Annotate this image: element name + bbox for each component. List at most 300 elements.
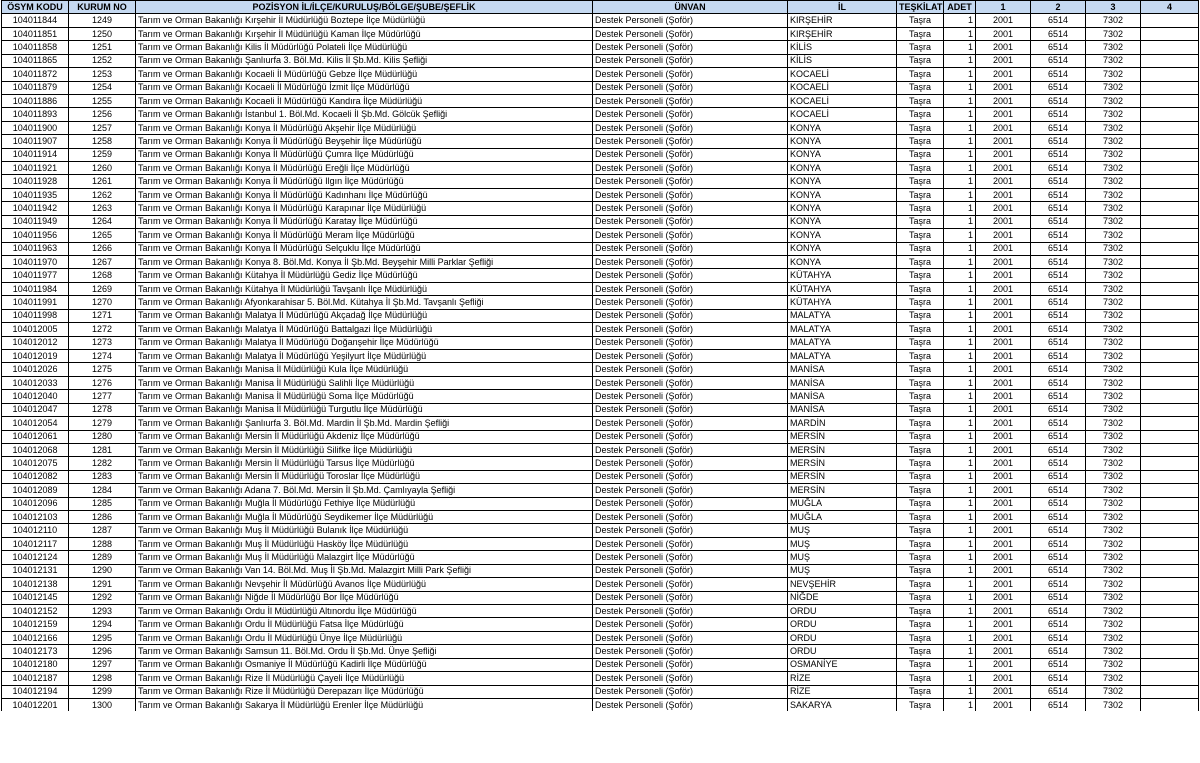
unvan-cell: Destek Personeli (Şoför) xyxy=(593,54,788,67)
col-2-cell: 6514 xyxy=(1031,242,1086,255)
col-4-cell xyxy=(1141,175,1199,188)
col-2-cell: 6514 xyxy=(1031,470,1086,483)
table-row xyxy=(2,363,1199,376)
table-row xyxy=(2,645,1199,658)
teskilat-cell: Taşra xyxy=(897,108,944,121)
col-2-cell: 6514 xyxy=(1031,162,1086,175)
col-1-cell: 2001 xyxy=(976,631,1031,644)
col-3-cell: 7302 xyxy=(1086,162,1141,175)
pozisyon-cell: Tarım ve Orman Bakanlığı Konya İl Müdürlüğü Beyşehir İlçe Müdürlüğü xyxy=(136,135,593,148)
pozisyon-cell: Tarım ve Orman Bakanlığı Muğla İl Müdürlüğü Seydikemer İlçe Müdürlüğü xyxy=(136,511,593,524)
col-4-cell xyxy=(1141,537,1199,550)
col-1-cell: 2001 xyxy=(976,94,1031,107)
osym-kodu-cell: 104011991 xyxy=(2,296,69,309)
pozisyon-cell: Tarım ve Orman Bakanlığı Mersin İl Müdürlüğü Tarsus İlçe Müdürlüğü xyxy=(136,457,593,470)
kurum-no-cell: 1269 xyxy=(69,282,136,295)
osym-kodu-cell: 104011851 xyxy=(2,27,69,40)
il-cell: KONYA xyxy=(788,202,897,215)
col-3-cell: 7302 xyxy=(1086,323,1141,336)
adet-cell: 1 xyxy=(944,618,976,631)
col-4-cell xyxy=(1141,698,1199,711)
col-3-cell: 7302 xyxy=(1086,578,1141,591)
teskilat-cell: Taşra xyxy=(897,81,944,94)
col-3-cell: 7302 xyxy=(1086,672,1141,685)
adet-cell: 1 xyxy=(944,645,976,658)
col-1-cell: 2001 xyxy=(976,54,1031,67)
kurum-no-cell: 1274 xyxy=(69,349,136,362)
kurum-no-cell: 1267 xyxy=(69,256,136,269)
col-3-cell: 7302 xyxy=(1086,81,1141,94)
col-1-cell: 2001 xyxy=(976,121,1031,134)
col-1-cell: 2001 xyxy=(976,215,1031,228)
col-4-cell xyxy=(1141,578,1199,591)
kurum-no-cell: 1290 xyxy=(69,564,136,577)
col-1-cell: 2001 xyxy=(976,672,1031,685)
kurum-no-cell: 1276 xyxy=(69,376,136,389)
osym-kodu-cell: 104012110 xyxy=(2,524,69,537)
pozisyon-cell: Tarım ve Orman Bakanlığı Konya İl Müdürlüğü Karatay İlçe Müdürlüğü xyxy=(136,215,593,228)
teskilat-cell: Taşra xyxy=(897,188,944,201)
col-2-cell: 6514 xyxy=(1031,430,1086,443)
osym-kodu-cell: 104011977 xyxy=(2,269,69,282)
il-cell: NEVŞEHİR xyxy=(788,578,897,591)
adet-cell: 1 xyxy=(944,484,976,497)
kurum-no-cell: 1271 xyxy=(69,309,136,322)
osym-kodu-cell: 104011942 xyxy=(2,202,69,215)
osym-kodu-cell: 104011893 xyxy=(2,108,69,121)
osym-kodu-cell: 104011879 xyxy=(2,81,69,94)
teskilat-cell: Taşra xyxy=(897,202,944,215)
table-row xyxy=(2,443,1199,456)
col-4-cell xyxy=(1141,162,1199,175)
table-row xyxy=(2,349,1199,362)
col-2-cell: 6514 xyxy=(1031,68,1086,81)
pozisyon-cell: Tarım ve Orman Bakanlığı Malatya İl Müdürlüğü Doğanşehir İlçe Müdürlüğü xyxy=(136,336,593,349)
col-4-cell xyxy=(1141,497,1199,510)
table-row xyxy=(2,564,1199,577)
col-4-cell xyxy=(1141,658,1199,671)
col-1-cell: 2001 xyxy=(976,175,1031,188)
col-1-cell: 2001 xyxy=(976,309,1031,322)
kurum-no-cell: 1298 xyxy=(69,672,136,685)
header-col-4: 4 xyxy=(1141,1,1199,14)
col-3-cell: 7302 xyxy=(1086,417,1141,430)
col-3-cell: 7302 xyxy=(1086,430,1141,443)
pozisyon-cell: Tarım ve Orman Bakanlığı Konya İl Müdürlüğü Meram İlçe Müdürlüğü xyxy=(136,229,593,242)
osym-kodu-cell: 104011914 xyxy=(2,148,69,161)
col-1-cell: 2001 xyxy=(976,578,1031,591)
teskilat-cell: Taşra xyxy=(897,497,944,510)
col-4-cell xyxy=(1141,41,1199,54)
osym-kodu-cell: 104011998 xyxy=(2,309,69,322)
teskilat-cell: Taşra xyxy=(897,363,944,376)
pozisyon-cell: Tarım ve Orman Bakanlığı Niğde İl Müdürlüğü Bor İlçe Müdürlüğü xyxy=(136,591,593,604)
col-2-cell: 6514 xyxy=(1031,282,1086,295)
osym-kodu-cell: 104012089 xyxy=(2,484,69,497)
col-3-cell: 7302 xyxy=(1086,551,1141,564)
col-1-cell: 2001 xyxy=(976,148,1031,161)
col-1-cell: 2001 xyxy=(976,564,1031,577)
teskilat-cell: Taşra xyxy=(897,54,944,67)
col-1-cell: 2001 xyxy=(976,390,1031,403)
pozisyon-cell: Tarım ve Orman Bakanlığı İstanbul 1. Böl.Md. Kocaeli İl Şb.Md. Gölcük Şefliği xyxy=(136,108,593,121)
pozisyon-cell: Tarım ve Orman Bakanlığı Manisa İl Müdürlüğü Turgutlu İlçe Müdürlüğü xyxy=(136,403,593,416)
adet-cell: 1 xyxy=(944,497,976,510)
teskilat-cell: Taşra xyxy=(897,470,944,483)
adet-cell: 1 xyxy=(944,537,976,550)
teskilat-cell: Taşra xyxy=(897,578,944,591)
adet-cell: 1 xyxy=(944,94,976,107)
col-2-cell: 6514 xyxy=(1031,349,1086,362)
header-col-1: 1 xyxy=(976,1,1031,14)
pozisyon-cell: Tarım ve Orman Bakanlığı Kocaeli İl Müdürlüğü Kandıra İlçe Müdürlüğü xyxy=(136,94,593,107)
col-1-cell: 2001 xyxy=(976,551,1031,564)
col-3-cell: 7302 xyxy=(1086,564,1141,577)
osym-kodu-cell: 104012187 xyxy=(2,672,69,685)
osym-kodu-cell: 104012068 xyxy=(2,443,69,456)
adet-cell: 1 xyxy=(944,403,976,416)
teskilat-cell: Taşra xyxy=(897,537,944,550)
teskilat-cell: Taşra xyxy=(897,604,944,617)
col-2-cell: 6514 xyxy=(1031,269,1086,282)
adet-cell: 1 xyxy=(944,296,976,309)
il-cell: KONYA xyxy=(788,229,897,242)
kurum-no-cell: 1272 xyxy=(69,323,136,336)
osym-kodu-cell: 104012152 xyxy=(2,604,69,617)
col-2-cell: 6514 xyxy=(1031,604,1086,617)
teskilat-cell: Taşra xyxy=(897,645,944,658)
pozisyon-cell: Tarım ve Orman Bakanlığı Konya İl Müdürlüğü Ilgın İlçe Müdürlüğü xyxy=(136,175,593,188)
col-3-cell: 7302 xyxy=(1086,470,1141,483)
table-row xyxy=(2,188,1199,201)
col-4-cell xyxy=(1141,417,1199,430)
unvan-cell: Destek Personeli (Şoför) xyxy=(593,443,788,456)
col-4-cell xyxy=(1141,672,1199,685)
pozisyon-cell: Tarım ve Orman Bakanlığı Rize İl Müdürlüğü Çayeli İlçe Müdürlüğü xyxy=(136,672,593,685)
table-row xyxy=(2,242,1199,255)
col-2-cell: 6514 xyxy=(1031,685,1086,698)
adet-cell: 1 xyxy=(944,68,976,81)
adet-cell: 1 xyxy=(944,121,976,134)
pozisyon-cell: Tarım ve Orman Bakanlığı Manisa İl Müdürlüğü Soma İlçe Müdürlüğü xyxy=(136,390,593,403)
osym-kodu-cell: 104011858 xyxy=(2,41,69,54)
table-row xyxy=(2,403,1199,416)
kurum-no-cell: 1297 xyxy=(69,658,136,671)
adet-cell: 1 xyxy=(944,376,976,389)
col-3-cell: 7302 xyxy=(1086,309,1141,322)
unvan-cell: Destek Personeli (Şoför) xyxy=(593,202,788,215)
col-2-cell: 6514 xyxy=(1031,188,1086,201)
osym-kodu-cell: 104012194 xyxy=(2,685,69,698)
header-osym-kodu: ÖSYM KODU xyxy=(2,1,69,14)
kurum-no-cell: 1259 xyxy=(69,148,136,161)
il-cell: MUŞ xyxy=(788,537,897,550)
col-2-cell: 6514 xyxy=(1031,14,1086,27)
il-cell: ORDU xyxy=(788,631,897,644)
col-1-cell: 2001 xyxy=(976,68,1031,81)
osym-kodu-cell: 104012166 xyxy=(2,631,69,644)
col-4-cell xyxy=(1141,269,1199,282)
col-4-cell xyxy=(1141,564,1199,577)
col-4-cell xyxy=(1141,524,1199,537)
col-2-cell: 6514 xyxy=(1031,148,1086,161)
unvan-cell: Destek Personeli (Şoför) xyxy=(593,564,788,577)
kurum-no-cell: 1282 xyxy=(69,457,136,470)
il-cell: KİLİS xyxy=(788,41,897,54)
il-cell: KONYA xyxy=(788,162,897,175)
osym-kodu-cell: 104011928 xyxy=(2,175,69,188)
col-1-cell: 2001 xyxy=(976,256,1031,269)
teskilat-cell: Taşra xyxy=(897,551,944,564)
kurum-no-cell: 1268 xyxy=(69,269,136,282)
col-4-cell xyxy=(1141,403,1199,416)
col-4-cell xyxy=(1141,309,1199,322)
col-3-cell: 7302 xyxy=(1086,242,1141,255)
il-cell: ORDU xyxy=(788,618,897,631)
table-row xyxy=(2,604,1199,617)
table-row xyxy=(2,68,1199,81)
unvan-cell: Destek Personeli (Şoför) xyxy=(593,175,788,188)
col-1-cell: 2001 xyxy=(976,403,1031,416)
adet-cell: 1 xyxy=(944,457,976,470)
col-1-cell: 2001 xyxy=(976,497,1031,510)
col-3-cell: 7302 xyxy=(1086,403,1141,416)
il-cell: KIRŞEHİR xyxy=(788,14,897,27)
header-teskilat: TEŞKİLAT xyxy=(897,1,944,14)
kurum-no-cell: 1293 xyxy=(69,604,136,617)
il-cell: MUŞ xyxy=(788,551,897,564)
col-3-cell: 7302 xyxy=(1086,202,1141,215)
adet-cell: 1 xyxy=(944,269,976,282)
pozisyon-cell: Tarım ve Orman Bakanlığı Konya İl Müdürlüğü Karapınar İlçe Müdürlüğü xyxy=(136,202,593,215)
osym-kodu-cell: 104011963 xyxy=(2,242,69,255)
col-4-cell xyxy=(1141,296,1199,309)
pozisyon-cell: Tarım ve Orman Bakanlığı Van 14. Böl.Md. Muş İl Şb.Md. Malazgirt Milli Park Şefliği xyxy=(136,564,593,577)
pozisyon-cell: Tarım ve Orman Bakanlığı Kırşehir İl Müdürlüğü Boztepe İlçe Müdürlüğü xyxy=(136,14,593,27)
kurum-no-cell: 1281 xyxy=(69,443,136,456)
il-cell: KÜTAHYA xyxy=(788,269,897,282)
col-1-cell: 2001 xyxy=(976,349,1031,362)
col-4-cell xyxy=(1141,27,1199,40)
col-2-cell: 6514 xyxy=(1031,511,1086,524)
adet-cell: 1 xyxy=(944,685,976,698)
il-cell: KONYA xyxy=(788,242,897,255)
il-cell: MERSİN xyxy=(788,470,897,483)
osym-kodu-cell: 104012173 xyxy=(2,645,69,658)
adet-cell: 1 xyxy=(944,631,976,644)
col-2-cell: 6514 xyxy=(1031,618,1086,631)
col-1-cell: 2001 xyxy=(976,685,1031,698)
unvan-cell: Destek Personeli (Şoför) xyxy=(593,698,788,711)
adet-cell: 1 xyxy=(944,551,976,564)
col-3-cell: 7302 xyxy=(1086,390,1141,403)
teskilat-cell: Taşra xyxy=(897,591,944,604)
pozisyon-cell: Tarım ve Orman Bakanlığı Kütahya İl Müdürlüğü Gediz İlçe Müdürlüğü xyxy=(136,269,593,282)
il-cell: KOCAELİ xyxy=(788,94,897,107)
table-row xyxy=(2,511,1199,524)
unvan-cell: Destek Personeli (Şoför) xyxy=(593,14,788,27)
teskilat-cell: Taşra xyxy=(897,68,944,81)
adet-cell: 1 xyxy=(944,511,976,524)
col-3-cell: 7302 xyxy=(1086,658,1141,671)
pozisyon-cell: Tarım ve Orman Bakanlığı Muş İl Müdürlüğü Malazgirt İlçe Müdürlüğü xyxy=(136,551,593,564)
col-1-cell: 2001 xyxy=(976,645,1031,658)
col-3-cell: 7302 xyxy=(1086,336,1141,349)
osym-kodu-cell: 104012061 xyxy=(2,430,69,443)
col-3-cell: 7302 xyxy=(1086,363,1141,376)
adet-cell: 1 xyxy=(944,390,976,403)
adet-cell: 1 xyxy=(944,215,976,228)
osym-kodu-cell: 104011872 xyxy=(2,68,69,81)
table-row xyxy=(2,417,1199,430)
table-row xyxy=(2,41,1199,54)
osym-kodu-cell: 104012145 xyxy=(2,591,69,604)
col-1-cell: 2001 xyxy=(976,323,1031,336)
unvan-cell: Destek Personeli (Şoför) xyxy=(593,269,788,282)
il-cell: SAKARYA xyxy=(788,698,897,711)
col-4-cell xyxy=(1141,443,1199,456)
adet-cell: 1 xyxy=(944,430,976,443)
unvan-cell: Destek Personeli (Şoför) xyxy=(593,672,788,685)
unvan-cell: Destek Personeli (Şoför) xyxy=(593,148,788,161)
pozisyon-cell: Tarım ve Orman Bakanlığı Malatya İl Müdürlüğü Yeşilyurt İlçe Müdürlüğü xyxy=(136,349,593,362)
pozisyon-cell: Tarım ve Orman Bakanlığı Kocaeli İl Müdürlüğü Gebze İlçe Müdürlüğü xyxy=(136,68,593,81)
adet-cell: 1 xyxy=(944,470,976,483)
kurum-no-cell: 1287 xyxy=(69,524,136,537)
teskilat-cell: Taşra xyxy=(897,564,944,577)
kurum-no-cell: 1289 xyxy=(69,551,136,564)
col-3-cell: 7302 xyxy=(1086,94,1141,107)
table-row xyxy=(2,323,1199,336)
osym-kodu-cell: 104011935 xyxy=(2,188,69,201)
col-1-cell: 2001 xyxy=(976,269,1031,282)
teskilat-cell: Taşra xyxy=(897,417,944,430)
col-3-cell: 7302 xyxy=(1086,618,1141,631)
il-cell: KİLİS xyxy=(788,54,897,67)
adet-cell: 1 xyxy=(944,162,976,175)
unvan-cell: Destek Personeli (Şoför) xyxy=(593,645,788,658)
unvan-cell: Destek Personeli (Şoför) xyxy=(593,403,788,416)
adet-cell: 1 xyxy=(944,202,976,215)
col-2-cell: 6514 xyxy=(1031,443,1086,456)
col-3-cell: 7302 xyxy=(1086,229,1141,242)
kurum-no-cell: 1275 xyxy=(69,363,136,376)
col-3-cell: 7302 xyxy=(1086,685,1141,698)
col-1-cell: 2001 xyxy=(976,202,1031,215)
table-row xyxy=(2,121,1199,134)
unvan-cell: Destek Personeli (Şoför) xyxy=(593,349,788,362)
unvan-cell: Destek Personeli (Şoför) xyxy=(593,551,788,564)
kurum-no-cell: 1286 xyxy=(69,511,136,524)
adet-cell: 1 xyxy=(944,578,976,591)
col-4-cell xyxy=(1141,376,1199,389)
adet-cell: 1 xyxy=(944,81,976,94)
table-row xyxy=(2,94,1199,107)
pozisyon-cell: Tarım ve Orman Bakanlığı Manisa İl Müdürlüğü Salihli İlçe Müdürlüğü xyxy=(136,376,593,389)
teskilat-cell: Taşra xyxy=(897,121,944,134)
col-2-cell: 6514 xyxy=(1031,94,1086,107)
table-row xyxy=(2,578,1199,591)
kurum-no-cell: 1266 xyxy=(69,242,136,255)
teskilat-cell: Taşra xyxy=(897,162,944,175)
header-unvan: ÜNVAN xyxy=(593,1,788,14)
osym-kodu-cell: 104012054 xyxy=(2,417,69,430)
col-3-cell: 7302 xyxy=(1086,457,1141,470)
il-cell: KIRŞEHİR xyxy=(788,27,897,40)
unvan-cell: Destek Personeli (Şoför) xyxy=(593,591,788,604)
teskilat-cell: Taşra xyxy=(897,94,944,107)
col-1-cell: 2001 xyxy=(976,484,1031,497)
pozisyon-cell: Tarım ve Orman Bakanlığı Afyonkarahisar 5. Böl.Md. Kütahya İl Şb.Md. Tavşanlı Şefliği xyxy=(136,296,593,309)
table-row xyxy=(2,430,1199,443)
table-row xyxy=(2,672,1199,685)
unvan-cell: Destek Personeli (Şoför) xyxy=(593,417,788,430)
kurum-no-cell: 1299 xyxy=(69,685,136,698)
adet-cell: 1 xyxy=(944,524,976,537)
col-3-cell: 7302 xyxy=(1086,215,1141,228)
kurum-no-cell: 1300 xyxy=(69,698,136,711)
unvan-cell: Destek Personeli (Şoför) xyxy=(593,94,788,107)
adet-cell: 1 xyxy=(944,698,976,711)
col-3-cell: 7302 xyxy=(1086,269,1141,282)
unvan-cell: Destek Personeli (Şoför) xyxy=(593,685,788,698)
header-col-2: 2 xyxy=(1031,1,1086,14)
osym-kodu-cell: 104012201 xyxy=(2,698,69,711)
teskilat-cell: Taşra xyxy=(897,430,944,443)
col-1-cell: 2001 xyxy=(976,296,1031,309)
adet-cell: 1 xyxy=(944,108,976,121)
kurum-no-cell: 1261 xyxy=(69,175,136,188)
col-4-cell xyxy=(1141,363,1199,376)
il-cell: KONYA xyxy=(788,121,897,134)
col-1-cell: 2001 xyxy=(976,81,1031,94)
pozisyon-cell: Tarım ve Orman Bakanlığı Muğla İl Müdürlüğü Fethiye İlçe Müdürlüğü xyxy=(136,497,593,510)
osym-kodu-cell: 104012103 xyxy=(2,511,69,524)
unvan-cell: Destek Personeli (Şoför) xyxy=(593,121,788,134)
il-cell: KONYA xyxy=(788,188,897,201)
teskilat-cell: Taşra xyxy=(897,282,944,295)
kurum-no-cell: 1255 xyxy=(69,94,136,107)
col-3-cell: 7302 xyxy=(1086,68,1141,81)
col-2-cell: 6514 xyxy=(1031,41,1086,54)
teskilat-cell: Taşra xyxy=(897,511,944,524)
col-2-cell: 6514 xyxy=(1031,578,1086,591)
osym-kodu-cell: 104012040 xyxy=(2,390,69,403)
kurum-no-cell: 1257 xyxy=(69,121,136,134)
unvan-cell: Destek Personeli (Şoför) xyxy=(593,81,788,94)
table-row xyxy=(2,524,1199,537)
pozisyon-cell: Tarım ve Orman Bakanlığı Kilis İl Müdürlüğü Polateli İlçe Müdürlüğü xyxy=(136,41,593,54)
adet-cell: 1 xyxy=(944,14,976,27)
osym-kodu-cell: 104012159 xyxy=(2,618,69,631)
col-2-cell: 6514 xyxy=(1031,363,1086,376)
unvan-cell: Destek Personeli (Şoför) xyxy=(593,188,788,201)
unvan-cell: Destek Personeli (Şoför) xyxy=(593,323,788,336)
table-row xyxy=(2,537,1199,550)
unvan-cell: Destek Personeli (Şoför) xyxy=(593,229,788,242)
table-row xyxy=(2,296,1199,309)
osym-kodu-cell: 104012096 xyxy=(2,497,69,510)
col-4-cell xyxy=(1141,390,1199,403)
kurum-no-cell: 1277 xyxy=(69,390,136,403)
col-4-cell xyxy=(1141,14,1199,27)
kurum-no-cell: 1294 xyxy=(69,618,136,631)
il-cell: MALATYA xyxy=(788,323,897,336)
il-cell: KÜTAHYA xyxy=(788,282,897,295)
teskilat-cell: Taşra xyxy=(897,685,944,698)
il-cell: ORDU xyxy=(788,604,897,617)
col-2-cell: 6514 xyxy=(1031,403,1086,416)
